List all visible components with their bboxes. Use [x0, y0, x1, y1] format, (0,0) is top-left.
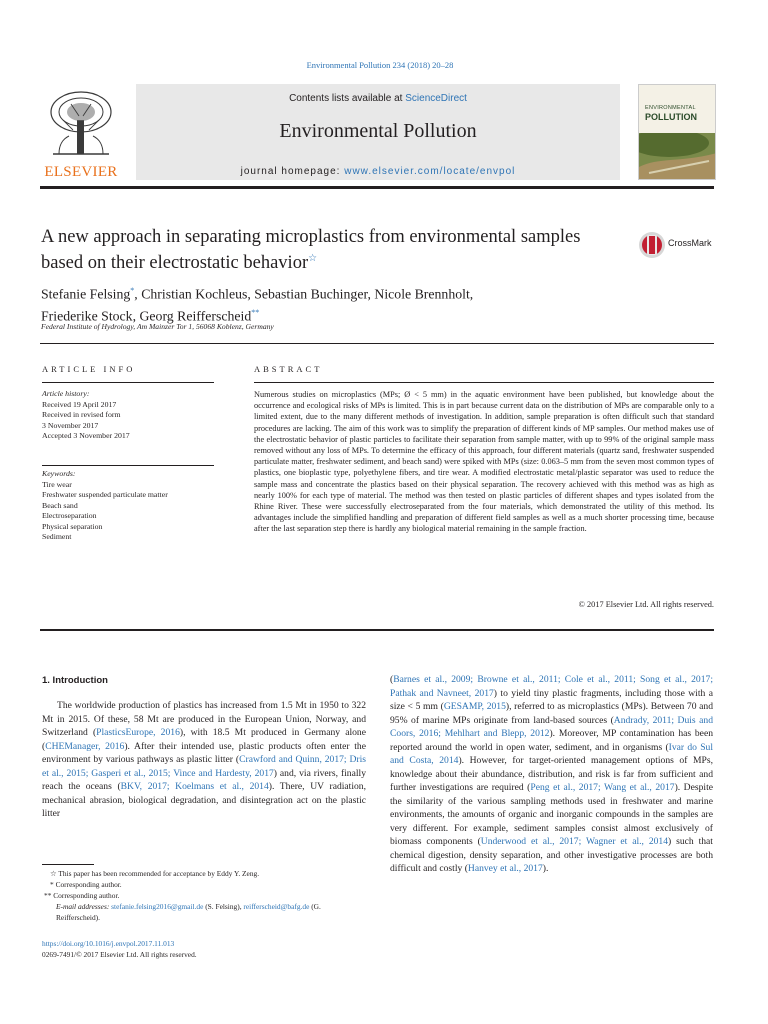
text-run: ). There, UV radiation, mechanical abrasion, biological degradation, and disintegration act on the plastic litter	[42, 781, 366, 819]
contents-line	[136, 93, 620, 104]
keyword-item: Beach sand	[42, 500, 78, 510]
doi-link[interactable]: https://doi.org/10.1016/j.envpol.2017.11.013	[42, 939, 175, 948]
email-label: E-mail addresses:	[56, 902, 110, 911]
history-item: Accepted 3 November 2017	[42, 431, 130, 440]
history-item: Received in revised form	[42, 410, 121, 419]
journal-homepage-line	[136, 166, 620, 177]
author-line-1	[41, 282, 641, 304]
homepage-prefix: journal homepage:	[240, 166, 345, 177]
footnote-mark: ☆	[50, 869, 57, 878]
contents-prefix: Contents lists available at	[289, 93, 406, 104]
abstract-heading: ABSTRACT	[254, 364, 323, 374]
text-run: ), referred to as microplastics (MPs). Between 70 and 95% of marine MPs originate from land-based sources (	[390, 701, 713, 726]
email-owner: (G. Reifferscheid).	[56, 902, 321, 922]
article-info-heading: ARTICLE INFO	[42, 364, 136, 374]
article-history	[42, 389, 214, 442]
article-title	[41, 226, 601, 274]
citation-link[interactable]: GESAMP, 2015	[443, 701, 506, 712]
text-run: ). However, for target-oriented management options of MPs, knowledge about their abundance, distribution, and risk is far from sufficient and further investigations are required (	[390, 755, 713, 793]
elsevier-logo[interactable]	[40, 90, 122, 182]
footnote-text: Corresponding author.	[53, 891, 120, 900]
body-column-right	[390, 673, 713, 876]
journal-homepage-link[interactable]: www.elsevier.com/locate/envpol	[344, 166, 516, 177]
issn-copyright: 0269-7491/© 2017 Elsevier Ltd. All rights reserved.	[42, 949, 197, 959]
crossmark-badge[interactable]	[638, 230, 718, 260]
section-heading-introduction: 1. Introduction	[42, 675, 108, 686]
crossmark-icon	[638, 230, 666, 260]
intro-paragraph-continued	[390, 673, 713, 876]
citation-link[interactable]: Underwood et al., 2017; Wagner et al., 2014	[480, 836, 669, 847]
keyword-item: Sediment	[42, 532, 72, 541]
text-run: ) to yield tiny plastic fragments, including those with a size < 5 mm (	[390, 687, 713, 712]
elsevier-wordmark: ELSEVIER	[44, 164, 118, 180]
footnote-emails	[42, 901, 366, 923]
cover-image	[639, 133, 716, 180]
journal-cover-thumbnail[interactable]	[638, 84, 716, 180]
elsevier-tree-icon	[43, 90, 119, 158]
text-run: ). Despite the similarity of the various sampling methods used in freshwater and marine environments, the amounts of organic and inorganic compounds in the samples are very different. For example, sediment samples consist almost exclusively of biomass components (	[390, 782, 713, 847]
footnote-recommendation	[42, 868, 366, 879]
keywords-rule	[42, 465, 214, 466]
keyword-item: Physical separation	[42, 521, 103, 531]
text-run: The worldwide production of plastics has increased from 1.5 Mt in 1950 to 322 Mt in 2015. Of these, 58 Mt are produced in the European Union, Norway, and Switzerland (	[42, 700, 366, 738]
keyword-item: Electroseparation	[42, 511, 97, 520]
article-title-text: A new approach in separating microplastics from environmental samples based on their electrostatic behavior	[41, 227, 581, 274]
abstract-rule	[254, 382, 714, 383]
masthead-banner	[136, 84, 620, 180]
text-run: ) such that chemical digestion, density separation, and other investigative processes are both difficult and costly (	[390, 836, 713, 874]
cover-title-line1: ENVIRONMENTAL	[645, 105, 696, 111]
article-history-label: Article history:	[42, 389, 90, 398]
history-item: 3 November 2017	[42, 420, 99, 430]
abstract-text: Numerous studies on microplastics (MPs; Ø < 5 mm) in the aquatic environment have been published, but knowledge about the occurrence and ecological risks of MPs is limited. This is in part because current data on the distribution of MPs are comparable only to a limited extent, due to the many different methods of investigation. In addition, sample preparation is often difficult such that standard procedures are lacking. The aim of this work was to simplify the preparation of different kinds of MP samples. Our method makes use of the electrostatic behavior of plastic particles to facilitate their separation from sample matter, with up to 99% of the original sample mass removed without any loss of MPs. To determine the efficacy of this approach, four different materials (quartz sand, freshwater suspended particulate matter, freshwater sediment, and beach sand) were spiked with MPs (size: 0.063–5 mm from the seven most common types of plastics, one bioplastic type, polyethylene fibers, and tire wear. A modified electrostatic metal/plastic separator was used to reduce the sample mass and concentrate the plastics based on their physical separation. The recovery achieved with this method was as high as nearly 100% for each type of material. The method was then tested on plastic particles of different shapes and types isolated from the Rhine River. These were successfully electroseparated from the four materials, which demonstrated the utility of this method. Its advantages include the simplified handling and preparation of different field samples as well as a much shorter processing time, because after the last separation step there is hardly any biological material remaining in the sample fraction.	[254, 390, 714, 534]
author-affiliation: Federal Institute of Hydrology, Am Mainzer Tor 1, 56068 Koblenz, Germany	[41, 322, 274, 331]
citation-link[interactable]: PlasticsEurope, 2016	[96, 727, 180, 738]
footnote-text: Corresponding author.	[55, 880, 122, 889]
authors-rest-1: , Christian Kochleus, Sebastian Buchinger, Nicole Brennholt,	[134, 286, 474, 302]
history-item: Received 19 April 2017	[42, 399, 117, 409]
header-divider	[40, 343, 714, 344]
citation-link[interactable]: Ivar do Sul and Costa, 2014	[390, 741, 714, 766]
citation-link[interactable]: Crawford and Quinn, 2017; Dris et al., 2015; Gasperi et al., 2015; Vince and Hardesty, 2017	[42, 754, 366, 779]
citation-link[interactable]: Peng et al., 2017; Wang et al., 2017	[530, 782, 675, 793]
crossmark-label: CrossMark	[668, 238, 712, 248]
corresponding-mark-1[interactable]: *	[130, 286, 135, 295]
footnote-text: This paper has been recommended for acceptance by Eddy Y. Zeng.	[58, 869, 260, 878]
journal-masthead	[40, 84, 730, 184]
citation-link[interactable]: Hanvey et al., 2017	[467, 863, 543, 874]
citation-link[interactable]: CHEManager, 2016	[45, 740, 125, 752]
text-run: ), with 18.5 Mt produced in Germany alone (	[42, 727, 366, 752]
citation-link[interactable]: Andrady, 2011; Duis and Coors, 2016; Mehlhart and Blepp, 2012	[390, 714, 713, 739]
abstract-copyright: © 2017 Elsevier Ltd. All rights reserved.	[578, 600, 714, 609]
author-felsing: Stefanie Felsing	[41, 286, 131, 302]
keywords-block	[42, 469, 214, 543]
title-footnote-mark[interactable]: ☆	[308, 253, 318, 264]
keyword-item: Freshwater suspended particulate matter	[42, 490, 168, 499]
email-link-felsing[interactable]: stefanie.felsing2016@gmail.de	[111, 902, 204, 911]
author-list	[41, 282, 641, 325]
keyword-item: Tire wear	[42, 479, 72, 489]
text-run: ). After their intended use, plastic products often enter the environment by various pathways as plastic litter (	[42, 740, 366, 765]
citation-link[interactable]: BKV, 2017; Koelmans et al., 2014	[120, 781, 269, 792]
text-run: ) and, via rivers, finally reach the oceans (	[42, 767, 366, 792]
doi-block	[42, 939, 197, 960]
text-run: (	[390, 674, 394, 685]
masthead-rule	[40, 186, 714, 189]
text-run: ). Moreover, MP contamination has been reported around the world in open water, sediment, and in organisms (	[390, 728, 713, 753]
journal-citation[interactable]: Environmental Pollution 234 (2018) 20–28	[306, 60, 454, 70]
footnotes	[42, 868, 366, 923]
keywords-label: Keywords:	[42, 469, 76, 478]
footnote-mark: **	[44, 891, 52, 900]
footnote-corresponding-1	[42, 879, 366, 890]
authors-rest-2: Friederike Stock, Georg Reifferscheid	[41, 308, 252, 324]
corresponding-mark-2[interactable]: **	[251, 307, 260, 317]
intro-paragraph-1	[42, 699, 366, 821]
sciencedirect-link[interactable]: ScienceDirect	[405, 93, 467, 104]
citation-link[interactable]: Barnes et al., 2009; Browne et al., 2011; Cole et al., 2011; Song et al., 2017; Pathak and Navneet, 2017	[390, 674, 713, 699]
footnote-corresponding-2	[42, 890, 366, 901]
email-owner: (S. Felsing),	[203, 902, 244, 911]
article-info-rule	[42, 382, 214, 383]
footnote-rule	[42, 864, 94, 865]
footnote-mark: *	[50, 880, 54, 889]
email-link-reifferscheid[interactable]: reifferscheid@bafg.de	[243, 902, 310, 911]
journal-name: Environmental Pollution	[279, 120, 477, 142]
abstract-bottom-rule	[40, 629, 714, 631]
cover-title-line2: POLLUTION	[645, 112, 697, 122]
text-run: ).	[542, 863, 549, 874]
body-column-left	[42, 699, 366, 821]
